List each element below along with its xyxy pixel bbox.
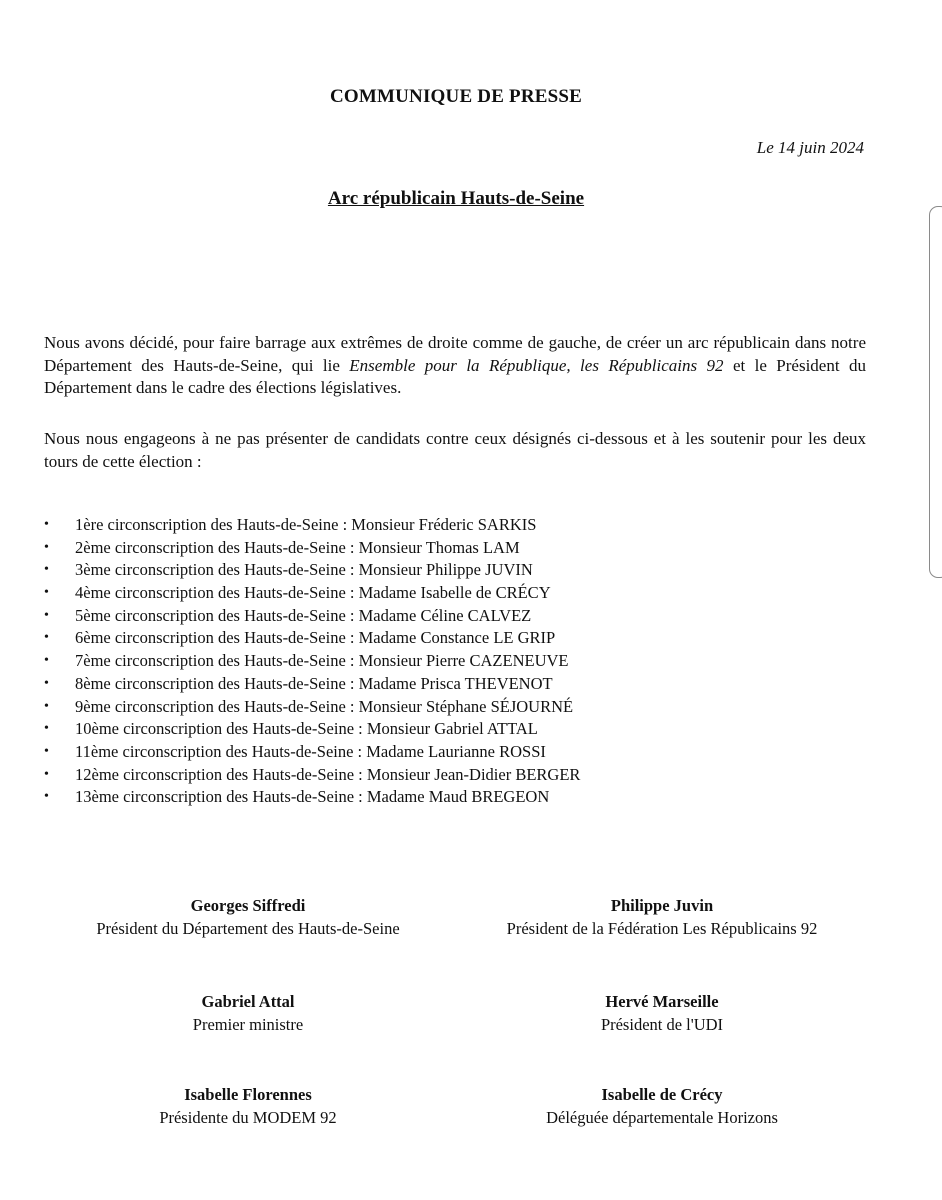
list-item [44, 786, 580, 809]
list-item [44, 741, 580, 764]
bullet-icon: • [44, 517, 49, 532]
list-item [44, 673, 580, 696]
list-item-text: 5ème circonscription des Hauts-de-Seine : Madame Céline CALVEZ [75, 605, 532, 625]
list-item-text: 11ème circonscription des Hauts-de-Seine : Madame Laurianne ROSSI [75, 741, 546, 761]
intro-text-end: et le Président du Département dans le cadre des élections législatives. [44, 355, 866, 397]
intro-text-parties: Ensemble pour la République, les Républicains 92 [349, 355, 724, 375]
signatory-name: Georges Siffredi [190, 896, 306, 915]
list-item-text: 7ème circonscription des Hauts-de-Seine : Monsieur Pierre CAZENEUVE [75, 651, 569, 671]
bullet-icon: • [44, 653, 49, 669]
commitment-paragraph: Nous nous engageons à ne pas présenter de candidats contre ceux désignés ci-dessous et à les soutenir pour les deux tours de cette élection : [44, 429, 866, 471]
signatory-name: Hervé Marseille [605, 992, 719, 1011]
signatory-role: Président du Département des Hauts-de-Seine [96, 919, 400, 938]
list-item [44, 537, 580, 560]
signatory-marseille [452, 990, 872, 1036]
signatory-name: Gabriel Attal [201, 992, 295, 1011]
list-item [44, 718, 580, 741]
list-item [44, 514, 580, 537]
bullet-icon: • [44, 630, 49, 646]
list-item-text: 12ème circonscription des Hauts-de-Seine : Monsieur Jean-Didier BERGER [75, 764, 581, 784]
signatory-florennes [38, 1083, 458, 1129]
circonscription-list [44, 514, 580, 809]
list-item-text: 9ème circonscription des Hauts-de-Seine : Monsieur Stéphane SÉJOURNÉ [75, 696, 574, 716]
bullet-icon: • [44, 585, 49, 601]
list-item-text: 6ème circonscription des Hauts-de-Seine : Madame Constance LE GRIP [75, 628, 556, 648]
signatory-name: Philippe Juvin [610, 896, 714, 915]
list-item [44, 627, 580, 650]
signatory-siffredi [38, 894, 458, 940]
list-item-text: 10ème circonscription des Hauts-de-Seine : Monsieur Gabriel ATTAL [75, 719, 538, 739]
bullet-icon: • [44, 721, 49, 737]
signatory-de-crecy [452, 1083, 872, 1129]
list-item-text: 3ème circonscription des Hauts-de-Seine : Monsieur Philippe JUVIN [75, 560, 533, 580]
signatory-name: Isabelle de Crécy [601, 1085, 723, 1104]
intro-paragraph [44, 332, 866, 400]
signatory-role: Déléguée départementale Horizons [546, 1108, 778, 1127]
bullet-icon: • [44, 766, 49, 782]
signatory-attal [38, 990, 458, 1036]
bullet-icon: • [44, 539, 49, 555]
signatory-role: Président de la Fédération Les Républicains 92 [506, 919, 818, 938]
list-item [44, 696, 580, 719]
signatory-role: Président de l'UDI [600, 1015, 724, 1034]
document-date: Le 14 juin 2024 [756, 138, 864, 157]
document-title: COMMUNIQUE DE PRESSE [329, 86, 583, 107]
list-item-text: 1ère circonscription des Hauts-de-Seine : Monsieur Fréderic SARKIS [75, 515, 537, 534]
signatory-role: Présidente du MODEM 92 [159, 1108, 337, 1127]
list-item [44, 582, 580, 605]
list-item-text: 8ème circonscription des Hauts-de-Seine : Madame Prisca THEVENOT [75, 673, 553, 693]
bullet-icon: • [44, 743, 49, 759]
bullet-icon: • [44, 789, 49, 805]
bullet-icon: • [44, 607, 49, 623]
scrollbar-handle[interactable] [929, 206, 942, 578]
document-subtitle: Arc républicain Hauts-de-Seine [327, 188, 585, 209]
list-item-text: 2ème circonscription des Hauts-de-Seine : Monsieur Thomas LAM [75, 537, 520, 557]
list-item [44, 650, 580, 673]
bullet-icon: • [44, 562, 49, 578]
list-item [44, 764, 580, 787]
signatory-juvin [452, 894, 872, 940]
intro-text-start: Nous avons décidé, pour faire barrage aux extrêmes de droite comme de gauche, de créer un arc républicain dans notre Département des Hauts-de-Seine, qui lie [44, 333, 866, 375]
signatory-name: Isabelle Florennes [184, 1085, 312, 1104]
list-item-text: 4ème circonscription des Hauts-de-Seine : Madame Isabelle de CRÉCY [75, 583, 551, 603]
list-item-text: 13ème circonscription des Hauts-de-Seine : Madame Maud BREGEON [75, 787, 550, 807]
bullet-icon: • [44, 698, 49, 714]
bullet-icon: • [44, 675, 49, 691]
signatory-role: Premier ministre [192, 1015, 304, 1034]
list-item [44, 605, 580, 628]
list-item [44, 559, 580, 582]
